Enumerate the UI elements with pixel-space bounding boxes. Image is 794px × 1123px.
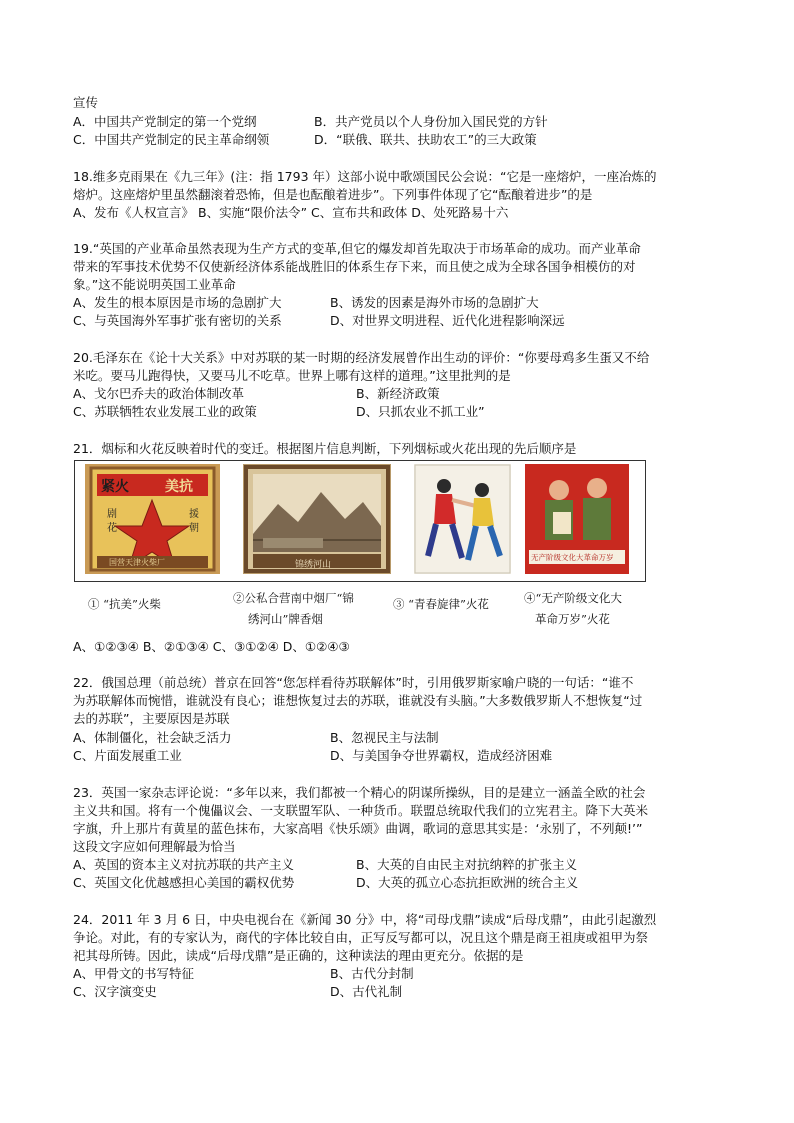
q18-line-2: 熔炉。这座熔炉里虽然翻滚着恐怖，但是也酝酿着进步”。下列事件体现了它“酝酿着进步”的是 bbox=[73, 187, 593, 202]
stamp-kangmei-title-left: 紧火 bbox=[101, 479, 129, 495]
q21-caption-2b: 绣河山”牌香烟 bbox=[248, 612, 323, 626]
q23-option-a: A、英国的资本主义对抗苏联的共产主义 bbox=[73, 857, 295, 872]
q20-option-a: A、戈尔巴乔夫的政治体制改革 bbox=[73, 386, 245, 401]
q17-option-a: A．中国共产党制定的第一个党纲 bbox=[73, 114, 257, 129]
q20-option-d: D、只抓农业不抓工业” bbox=[356, 404, 485, 419]
q17-tail: 宣传 bbox=[73, 95, 99, 110]
q22-line-2: 为苏联解体而惋惜，谁就没有良心；谁想恢复过去的苏联，谁就没有头脑。”大多数俄罗斯人不想恢复“过 bbox=[73, 693, 643, 708]
dancing-couple-icon bbox=[414, 464, 511, 574]
q24-line-3: 祀其母所铸。因此，读成“后母戊鼎”是正确的，这种读法的理由更充分。依据的是 bbox=[73, 948, 524, 963]
q23-option-d: D、大英的孤立心态抗拒欧洲的统合主义 bbox=[356, 875, 579, 890]
q23-option-c: C、英国文化优越感担心美国的霸权优势 bbox=[73, 875, 295, 890]
q24-option-b: B、古代分封制 bbox=[330, 966, 414, 981]
q20-line-1: 20.毛泽东在《论十大关系》中对苏联的某一时期的经济发展曾作出生动的评价：“你要母鸡多生蛋又不给 bbox=[73, 350, 650, 365]
stamp-kangmei-col-right: 援朝 bbox=[189, 509, 199, 534]
stamp-jinxiuheshan-image bbox=[243, 464, 391, 574]
stamp-wenge-banner: 无产阶级文化大革命万岁 bbox=[531, 553, 614, 562]
q24-option-c: C、汉字演变史 bbox=[73, 984, 157, 999]
q23-line-4: 这段文字应如何理解最为恰当 bbox=[73, 839, 236, 854]
q21-caption-2a: ②公私合营南中烟厂“锦 bbox=[233, 591, 354, 605]
stamp-qingchunxuanlv-image bbox=[414, 464, 511, 574]
q17-option-d: D．“联俄、联共、扶助农工”的三大政策 bbox=[314, 132, 537, 147]
q24-line-2: 争论。对此，有的专家认为，商代的字体比较自由，正写反写都可以，况且这个鼎是商王祖庚或祖甲为祭 bbox=[73, 930, 649, 945]
q21-stem: 21．烟标和火花反映着时代的变迁。根据图片信息判断，下列烟标或火花出现的先后顺序是 bbox=[73, 441, 577, 456]
q19-option-b: B、诱发的因素是海外市场的急剧扩大 bbox=[330, 295, 539, 310]
q21-caption-3: ③ “青春旋律”火花 bbox=[393, 597, 489, 611]
q24-option-a: A、甲骨文的书写特征 bbox=[73, 966, 195, 981]
q22-line-1: 22．俄国总理（前总统）普京在回答“您怎样看待苏联解体”时，引用俄罗斯家喻户晓的一句话：“谁不 bbox=[73, 675, 634, 690]
stamp-kangmei-bottom: 国营天津火柴厂 bbox=[109, 558, 165, 567]
q19-line-2: 带来的军事技术优势不仅使新经济体系能战胜旧的体系生存下来，而且使之成为全球各国争相模仿的对 bbox=[73, 259, 636, 274]
q22-option-a: A、体制僵化，社会缺乏活力 bbox=[73, 730, 232, 745]
q20-option-c: C、苏联牺牲农业发展工业的政策 bbox=[73, 404, 257, 419]
stamp-kangmei-title-right: 美抗 bbox=[165, 479, 193, 495]
q21-caption-1: ① “抗美”火柴 bbox=[88, 597, 161, 611]
q20-line-2: 米吃。要马儿跑得快，又要马儿不吃草。世界上哪有这样的道理。”这里批判的是 bbox=[73, 368, 511, 383]
q22-option-d: D、与美国争夺世界霸权，造成经济困难 bbox=[330, 748, 553, 763]
q22-line-3: 去的苏联”，主要原因是苏联 bbox=[73, 711, 230, 726]
q17-option-b: B．共产党员以个人身份加入国民党的方针 bbox=[314, 114, 548, 129]
q21-caption-4a: ④“无产阶级文化大 bbox=[524, 591, 622, 605]
q19-option-c: C、与英国海外军事扩张有密切的关系 bbox=[73, 313, 282, 328]
q23-line-2: 主义共和国。将有一个傀儡议会、一支联盟军队、一种货币。联盟总统取代我们的立宪君主。降下大英米 bbox=[73, 803, 649, 818]
q17-option-c: C．中国共产党制定的民主革命纲领 bbox=[73, 132, 270, 147]
q18-options: A、发布《人权宣言》 B、实施“限价法令” C、宣布共和政体 D、处死路易十六 bbox=[73, 205, 509, 220]
q18-line-1: 18.维多克雨果在《九三年》(注：指 1793 年）这部小说中歌颂国民公会说：“它是一座熔炉，一座冶炼的 bbox=[73, 169, 657, 184]
stamp-jinxiuheshan-bottom: 锦绣河山 bbox=[295, 560, 332, 570]
q21-caption-4b: 革命万岁”火花 bbox=[535, 612, 610, 626]
q21-options: A、①②③④ B、②①③④ C、③①②④ D、①②④③ bbox=[73, 639, 350, 654]
stamp-kangmei-col-left: 剧花 bbox=[107, 509, 117, 534]
q23-line-1: 23．英国一家杂志评论说：“多年以来，我们都被一个精心的阴谋所操纵，目的是建立一涵盖全欧的社会 bbox=[73, 785, 646, 800]
q23-line-3: 字旗，升上那片有黄星的蓝色抹布，大家高唱《快乐颂》曲调，歌词的意思其实是：‘永别了，不列颠!’” bbox=[73, 821, 643, 836]
q24-line-1: 24．2011 年 3 月 6 日，中央电视台在《新闻 30 分》中，将“司母戊鼎”读成“后母戊鼎”，由此引起激烈 bbox=[73, 912, 657, 927]
q22-option-c: C、片面发展重工业 bbox=[73, 748, 182, 763]
q22-option-b: B、忽视民主与法制 bbox=[330, 730, 439, 745]
q19-option-d: D、对世界文明进程、近代化进程影响深远 bbox=[330, 313, 565, 328]
q20-option-b: B、新经济政策 bbox=[356, 386, 440, 401]
q23-option-b: B、大英的自由民主对抗纳粹的扩张主义 bbox=[356, 857, 578, 872]
stamp-kangmei-image bbox=[85, 464, 220, 574]
q24-option-d: D、古代礼制 bbox=[330, 984, 403, 999]
stamp-wenge-image bbox=[525, 464, 629, 574]
q21-image-panel bbox=[74, 460, 646, 582]
q19-line-3: 象。”这不能说明英国工业革命 bbox=[73, 277, 236, 292]
q19-option-a: A、发生的根本原因是市场的急剧扩大 bbox=[73, 295, 282, 310]
q19-line-1: 19.“英国的产业革命虽然表现为生产方式的变革,但它的爆发却首先取决于市场革命的成功。而产业革命 bbox=[73, 241, 641, 256]
